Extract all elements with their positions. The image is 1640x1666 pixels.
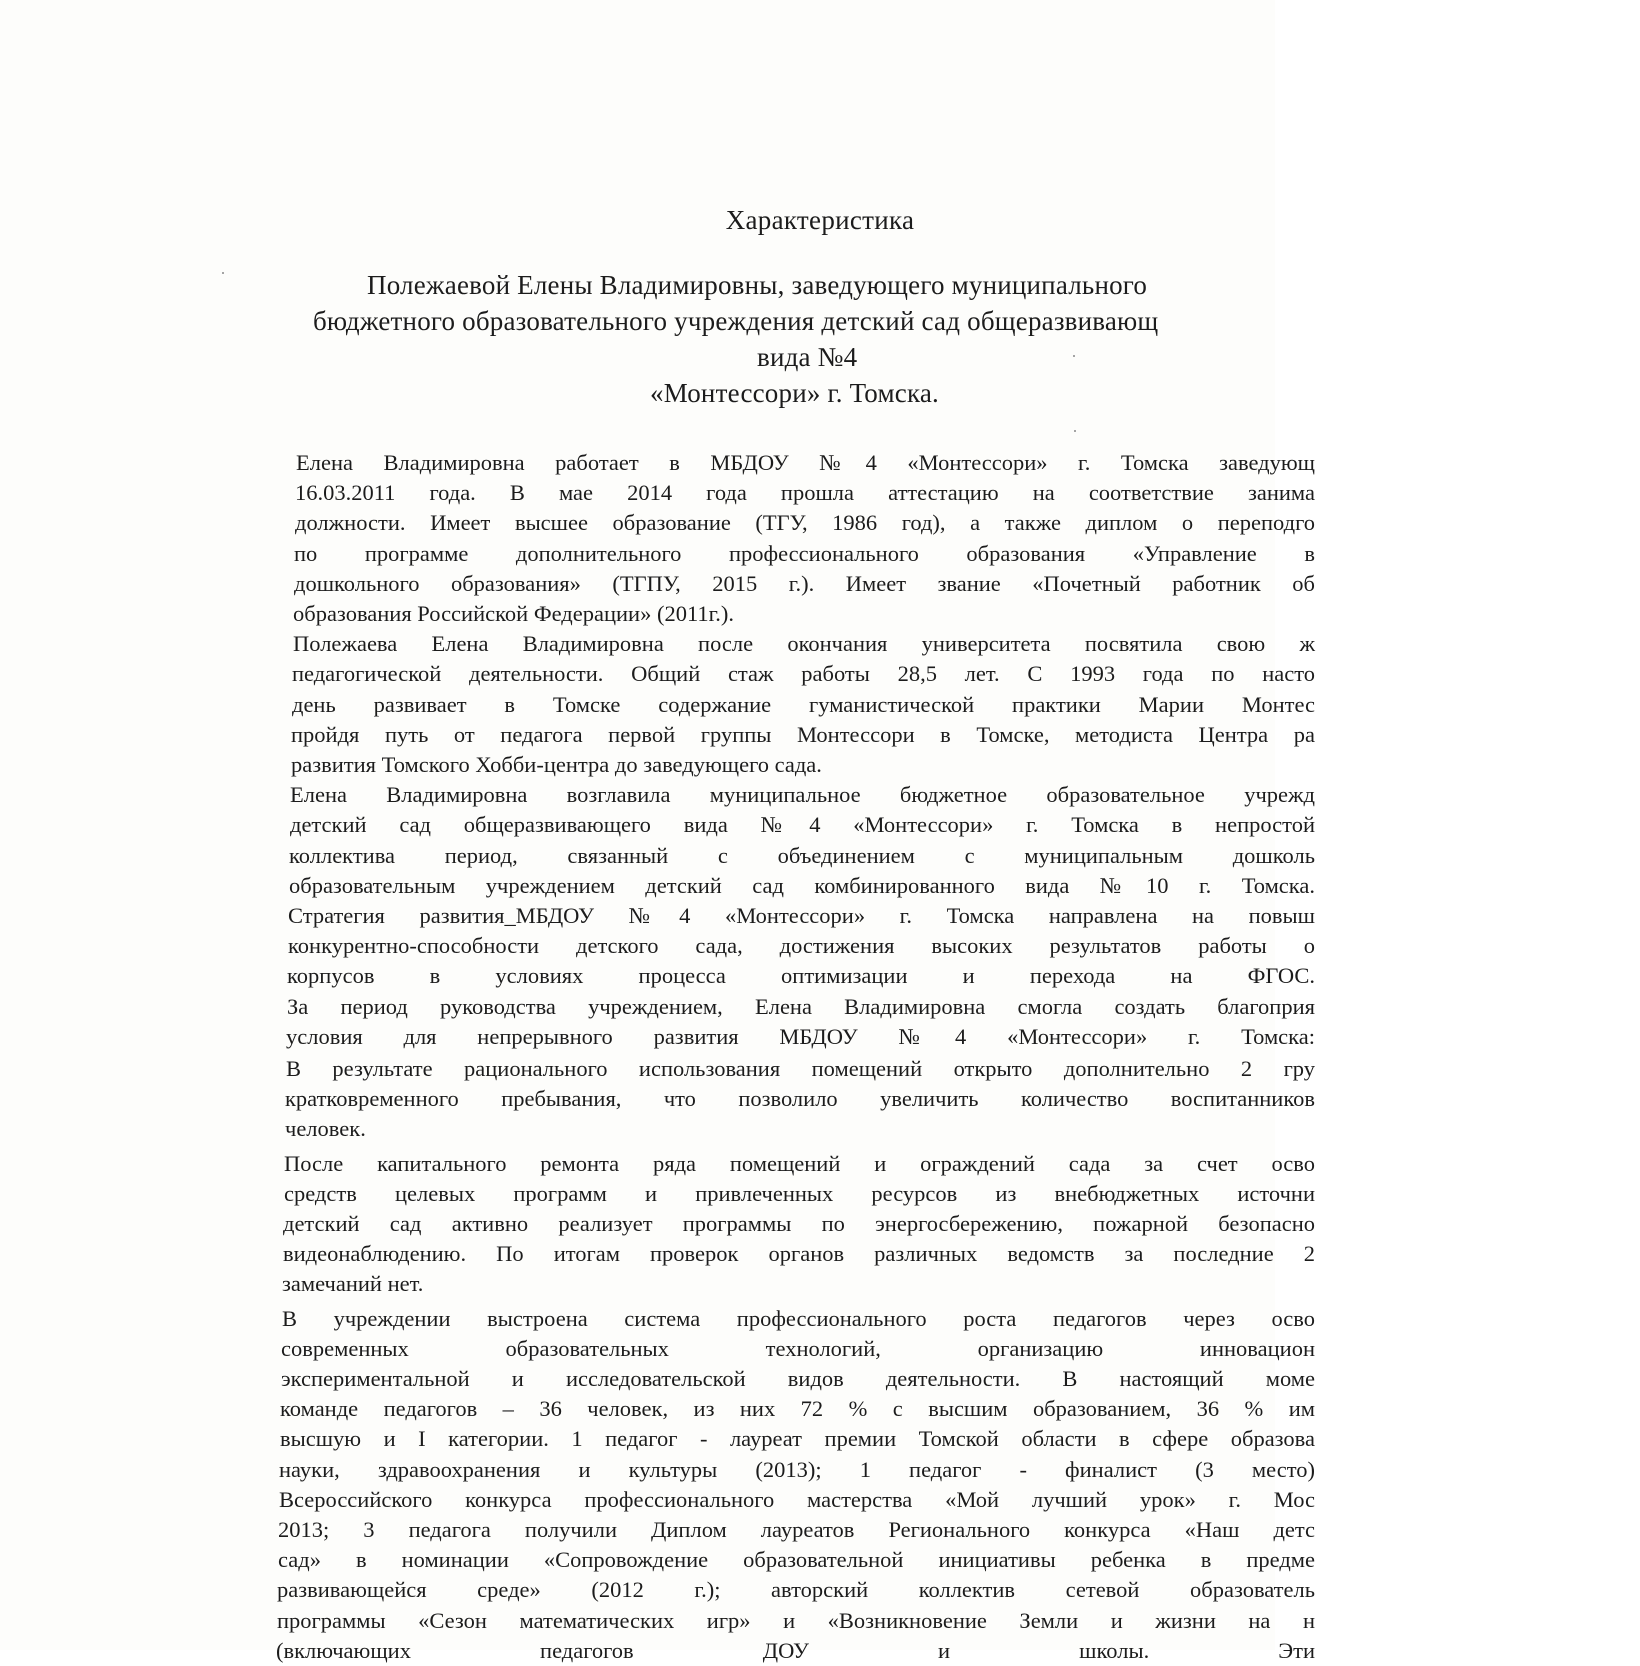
body-line: науки, здравоохранения и культуры (2013); 1 педагог - финалист (3 место) — [279, 1457, 1315, 1482]
body-line: человек. — [285, 1116, 366, 1141]
body-line: педагогической деятельности. Общий стаж работы 28,5 лет. С 1993 года по насто — [292, 661, 1315, 686]
scan-speck — [1073, 355, 1075, 357]
body-line: программы «Сезон математических игр» и «Возникновение Земли и жизни на н — [277, 1608, 1315, 1633]
scan-speck — [222, 272, 224, 274]
body-line: высшую и I категории. 1 педагог - лауреат премии Томской области в сфере образова — [280, 1426, 1315, 1451]
body-line: развития Томского Хобби-центра до заведующего сада. — [291, 752, 822, 777]
body-line: условия для непрерывного развития МБДОУ №4 «Монтессори» г. Томска: — [286, 1024, 1315, 1049]
body-line: пройдя путь от педагога первой группы Монтессори в Томске, методиста Центра ра — [291, 722, 1315, 747]
body-line: кратковременного пребывания, что позволило увеличить количество воспитанников — [285, 1086, 1315, 1111]
body-line: дошкольного образования» (ТГПУ, 2015 г.). Имеет звание «Почетный работник об — [294, 571, 1315, 596]
body-line: должности. Имеет высшее образование (ТГУ, 1986 год), а также диплом о переподго — [295, 510, 1315, 535]
subtitle-line-1: Полежаевой Елены Владимировны, заведующего муниципального — [367, 270, 1148, 300]
body-line: по программе дополнительного профессионального образования «Управление в — [294, 541, 1315, 566]
body-line: замечаний нет. — [282, 1271, 424, 1296]
body-line: экспериментальной и исследовательской видов деятельности. В настоящий моме — [281, 1366, 1315, 1391]
body-line: (включающих педагогов ДОУ и школы. Эти — [276, 1638, 1315, 1663]
body-line: образовательным учреждением детский сад комбинированного вида №10 г. Томска. — [289, 873, 1315, 898]
body-line: 2013; 3 педагога получили Диплом лауреатов Регионального конкурса «Наш детс — [278, 1517, 1315, 1542]
body-line: конкурентно-способности детского сада, достижения высоких результатов работы о — [288, 933, 1315, 958]
body-line: день развивает в Томске содержание гуманистической практики Марии Монтес — [292, 692, 1315, 717]
subtitle-line-4: «Монтессори» г. Томска. — [650, 378, 939, 408]
body-line: 16.03.2011 года. В мае 2014 года прошла аттестацию на соответствие занима — [295, 480, 1315, 505]
subtitle-line-2: бюджетного образовательного учреждения детский сад общеразвивающ — [313, 306, 1159, 336]
body-line: детский сад общеразвивающего вида №4 «Монтессори» г. Томска в непростой — [290, 812, 1315, 837]
body-line: команде педагогов – 36 человек, из них 72 % с высшим образованием, 36 % им — [280, 1396, 1315, 1421]
body-line: В результате рационального использования помещений открыто дополнительно 2 гру — [286, 1056, 1315, 1081]
body-line: современных образовательных технологий, организацию инновацион — [281, 1336, 1315, 1361]
body-line: коллектива период, связанный с объединением с муниципальным дошколь — [289, 843, 1315, 868]
body-line: видеонаблюдению. По итогам проверок органов различных ведомств за последние 2 — [283, 1241, 1315, 1266]
body-line: средств целевых программ и привлеченных ресурсов из внебюджетных источни — [284, 1181, 1315, 1206]
body-line: После капитального ремонта ряда помещений и ограждений сада за счет осво — [284, 1151, 1315, 1176]
body-line: Елена Владимировна работает в МБДОУ №4 «Монтессори» г. Томска заведующ — [296, 450, 1315, 475]
body-line: Елена Владимировна возглавила муниципальное бюджетное образовательное учрежд — [290, 782, 1315, 807]
body-line: детский сад активно реализует программы по энергосбережению, пожарной безопасно — [283, 1211, 1315, 1236]
body-line: В учреждении выстроена система профессионального роста педагогов через осво — [282, 1306, 1315, 1331]
body-line: Полежаева Елена Владимировна после окончания университета посвятила свою ж — [293, 631, 1315, 656]
body-line: Всероссийского конкурса профессионального мастерства «Мой лучший урок» г. Мос — [279, 1487, 1315, 1512]
scan-speck — [1074, 430, 1076, 432]
document-title: Характеристика — [725, 205, 915, 235]
body-line: Стратегия развития_МБДОУ №4 «Монтессори» г. Томска направлена на повыш — [288, 903, 1315, 928]
body-line: развивающейся среде» (2012 г.); авторский коллектив сетевой образователь — [277, 1577, 1315, 1602]
subtitle-line-3: вида №4 — [757, 342, 858, 372]
body-line: образования Российской Федерации» (2011г.). — [293, 601, 735, 626]
body-line: сад» в номинации «Сопровождение образовательной инициативы ребенка в предме — [278, 1547, 1315, 1572]
body-line: корпусов в условиях процесса оптимизации и перехода на ФГОС. — [287, 963, 1315, 988]
body-line: За период руководства учреждением, Елена Владимировна смогла создать благоприя — [287, 994, 1315, 1019]
